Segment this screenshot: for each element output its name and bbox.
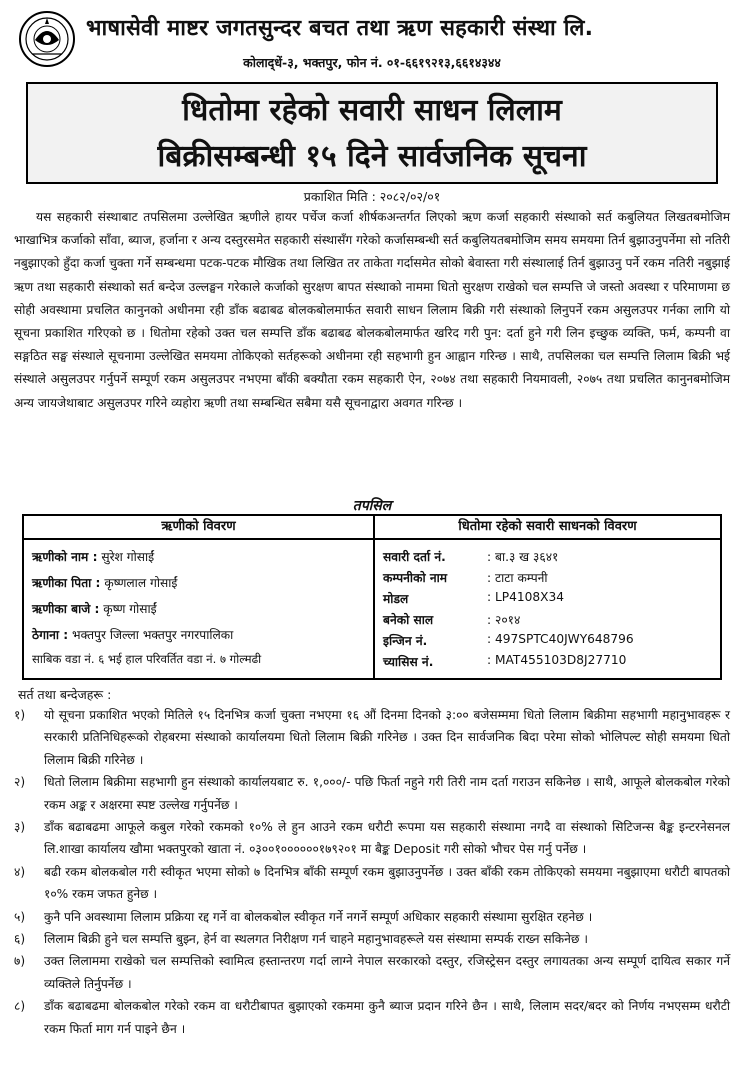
condition-text: कुनै पनि अवस्थामा लिलाम प्रक्रिया रद्द गर्ने वा बोलकबोल स्वीकृत गर्ने नगर्ने सम्पूर्ण अधिकार सहकारी संस्थामा सुरक्षित रहनेछ । — [44, 909, 593, 924]
borrower-name: सुरेश गोसाईं — [101, 550, 155, 564]
condition-text: बढी रकम बोलकबोल गरी स्वीकृत भएमा सोको ७ दिनभित्र बाँकी सम्पूर्ण रकम बुझाउनुपर्नेछ । उक्त बाँकी रकम तोकिएको समयमा नबुझाएमा धरौटी बापतको १०% रकम जफत हुनेछ । — [44, 864, 730, 902]
condition-number: २) — [14, 775, 26, 790]
condition-number: ३) — [14, 820, 26, 835]
condition-item — [14, 771, 730, 816]
vehicle-row-value: : LP4108X34 — [487, 590, 564, 604]
vehicle-row-label: इन्जिन नं. — [383, 634, 428, 648]
condition-number: ४) — [14, 864, 26, 879]
condition-item — [14, 816, 730, 861]
condition-number: ७) — [14, 954, 26, 969]
condition-item — [14, 928, 730, 950]
condition-item — [14, 950, 730, 995]
condition-item — [14, 704, 730, 771]
borrower-father-label: ऋणीका पिता : — [32, 576, 101, 590]
borrower-details-heading: ऋणीको विवरण — [24, 516, 373, 540]
borrower-father: कृष्णलाल गोसाईं — [104, 576, 178, 590]
vehicle-row-value: : बा.३ ख ३६४१ — [487, 550, 559, 564]
condition-text: धितो लिलाम बिक्रीमा सहभागी हुन संस्थाको कार्यालयबाट रु. १,०००/- पछि फिर्ता नहुने गरी तिरी नाम दर्ता गराउन सकिनेछ । साथै, आफूले बोलकबोल गरेको रकम अङ्क र अक्षरमा स्पष्ट उल्लेख गर्नुपर्नेछ । — [44, 775, 730, 812]
tapasil-heading: तपसिल — [352, 498, 392, 514]
notice-header — [10, 8, 734, 84]
borrower-details-column — [24, 516, 375, 678]
vehicle-row-label: च्यासिस नं. — [383, 655, 434, 669]
condition-number: १) — [14, 708, 26, 722]
condition-text: उक्त लिलाममा राखेको चल सम्पत्तिको स्वामित्व हस्तान्तरण गर्दा लाग्ने नेपाल सरकारको दस्तुर, रजिस्ट्रेसन दस्तुर लगायतका अन्य सम्पूर्ण दायित्व सकार गर्ने व्यक्तिले तिर्नुपर्नेछ । — [44, 954, 730, 991]
conditions-list — [14, 704, 730, 1040]
borrower-address-line-2: साबिक वडा नं. ६ भई हाल परिवर्तित वडा नं. ७ गोल्मढी — [32, 652, 262, 666]
condition-number: ६) — [14, 932, 26, 947]
vehicle-row-value: : टाटा कम्पनी — [487, 571, 548, 585]
condition-text: डाँक बढाबढमा बोलकबोल गरेको रकम वा धरौटीबापत बुझाएको रकममा कुनै ब्याज प्रदान गरिने छैन । साथै, लिलाम सदर/बदर को निर्णय नभएसम्म धरौटी रकम फिर्ता माग गर्न पाइने छैन । — [44, 999, 730, 1036]
borrower-address-line-1: भक्तपुर जिल्ला भक्तपुर नगरपालिका — [72, 628, 234, 642]
conditions-title: सर्त तथा बन्देजहरू : — [18, 687, 112, 702]
borrower-father-row — [32, 574, 177, 591]
condition-number: ८) — [14, 999, 26, 1014]
vehicle-row-label: कम्पनीको नाम — [383, 571, 448, 585]
notice-headline — [26, 82, 718, 184]
borrower-address-row — [32, 626, 233, 643]
vehicle-details-column — [375, 516, 720, 678]
details-table — [22, 514, 722, 680]
borrower-grandfather-label: ऋणीका बाजे : — [32, 602, 100, 616]
vehicle-row-value: : २०१४ — [487, 613, 521, 627]
vehicle-details-heading: धितोमा रहेको सवारी साधनको विवरण — [375, 516, 720, 540]
borrower-grandfather: कृष्ण गोसाईं — [103, 602, 157, 616]
vehicle-row-label: मोडल — [383, 592, 409, 606]
borrower-grandfather-row — [32, 600, 157, 617]
condition-text: यो सूचना प्रकाशित भएको मितिले १५ दिनभित्र कर्जा चुक्ता नभएमा १६ औं दिनमा दिनको ३:०० बजेसम्ममा धितो लिलाम बिक्रीमा सहभागी महानुभावहरू र सरकारी प्रतिनिधिहरूको रोहबरमा संस्थाको कार्यालयमा धितो लिलाम बिक्री गरिनेछ । उक्त दिन सार्वजनिक बिदा परेमा सोको भोलिपल्ट सोही समयमा धितो लिलाम बिक्री गरिनेछ । — [44, 708, 730, 767]
condition-text: डाँक बढाबढमा आफूले कबुल गरेको रकमको १०% ले हुन आउने रकम धरौटी रूपमा यस सहकारी संस्थामा नगदै वा संस्थाको सिटिजन्स बैङ्क इन्टरनेसनल लि.शाखा कार्यालय खौमा भक्तपुरको खाता नं. ०३००१००००००१७९२०१ मा बैङ्क Deposit गरी सोको भौचर पेस गर्नु पर्नेछ । — [44, 820, 730, 857]
vehicle-row-value: : MAT455103D8J27710 — [487, 653, 627, 667]
condition-item — [14, 861, 730, 906]
organization-name: भाषासेवी माष्टर जगतसुन्दर बचत तथा ऋण सहकारी संस्था लि. — [86, 16, 594, 41]
vehicle-row-label: सवारी दर्ता नं. — [383, 550, 446, 564]
borrower-name-label: ऋणीको नाम : — [32, 550, 98, 564]
condition-number: ५) — [14, 909, 26, 924]
vehicle-row-value: : 497SPTC40JWY648796 — [487, 632, 634, 646]
notice-page — [10, 8, 734, 1076]
notice-body-paragraph: यस सहकारी संस्थाबाट तपसिलमा उल्लेखित ऋणीले हायर पर्चेज कर्जा शीर्षकअन्तर्गत लिएको ऋण कर्जा सहकारी संस्थाको सर्त कबुलियत लिखतबमोजिम भाखाभित्र कर्जाको साँवा, ब्याज, हर्जाना र अन्य दस्तुरसमेत सहकारी संस्थासँग गरेको कर्जासम्बन्धी सर्त कबुलियतबमोजिम समय समयमा तिर्न बुझाउनुपर्नेमा सो नतिरी नबुझाएको हुँदा कर्जा चुक्ता गर्ने सम्बन्धमा पटक-पटक मौखिक तथा लिखित तर ताकेता गर्दासमेत सोको बेवास्ता गरी संस्थालाई तिर्न बुझाउनु पर्ने रकम नतिरी नबुझाई ऋण तथा सहकारी संस्थाको सर्त बन्देज उल्लङ्घन गरेकाले कर्जाको सुरक्षण बापत संस्थाको नाममा धितो सुरक्षण राखेको चल सम्पत्ति जे जस्तो अवस्था र परिमाणमा छ सोही अवस्थामा प्रचलित कानुनको अधीनमा रही डाँक बढाबढ बोलकबोलमार्फत सवारी साधन लिलाम बिक्री गरी संस्थाको लिनुपर्ने रकम असुलउपर गर्नका लागि यो सूचना प्रकाशित गरिएको छ । धितोमा रहेको उक्त चल सम्पत्ति डाँक बढाबढ बोलकबोलमार्फत खरिद गरी पुन: दर्ता हुने गरी लिन इच्छुक व्यक्ति, फर्म, कम्पनी वा सङ्गठित सङ्घ संस्थाले सूचनामा उल्लेखित समयमा तोकिएको सर्तहरूको अधीनमा रही सहभागी हुन आह्वान गरिन्छ । साथै, तपसिलका चल सम्पत्ति लिलाम बिक्री भई संस्थाले असुलउपर गर्नुपर्ने सम्पूर्ण रकम असुलउपर नभएमा बाँकी बक्यौता रकम सहकारी ऐन, २०७४ तथा सहकारी नियमावली, २०७५ तथा प्रचलित कानुनबमोजिम अन्य जायजेथाबाट असुलउपर गरिने व्यहोरा ऋणी तथा सम्बन्धित सबैमा यसै सूचनाद्वारा अवगत गरिन्छ । — [14, 210, 730, 410]
condition-item — [14, 906, 730, 928]
borrower-name-row — [32, 548, 154, 565]
vehicle-row-label: बनेको साल — [383, 613, 434, 627]
borrower-address-label: ठेगाना : — [32, 628, 69, 642]
headline-line-2: बिक्रीसम्बन्धी १५ दिने सार्वजनिक सूचना — [157, 139, 587, 174]
organization-address: कोलाद्‍धें-३, भक्तपुर, फोन नं. ०१-६६१९२१३,६६१४३४४ — [243, 55, 501, 70]
headline-line-1: धितोमा रहेको सवारी साधन लिलाम — [182, 93, 562, 128]
condition-item — [14, 995, 730, 1040]
published-date: प्रकाशित मिति : २०८२/०२/०१ — [303, 189, 441, 204]
condition-text: लिलाम बिक्री हुने चल सम्पत्ति बुझ्न, हेर्न वा स्थलगत निरीक्षण गर्न चाहने महानुभावहरूले यस संस्थामा सम्पर्क राख्न सकिनेछ । — [44, 932, 588, 947]
